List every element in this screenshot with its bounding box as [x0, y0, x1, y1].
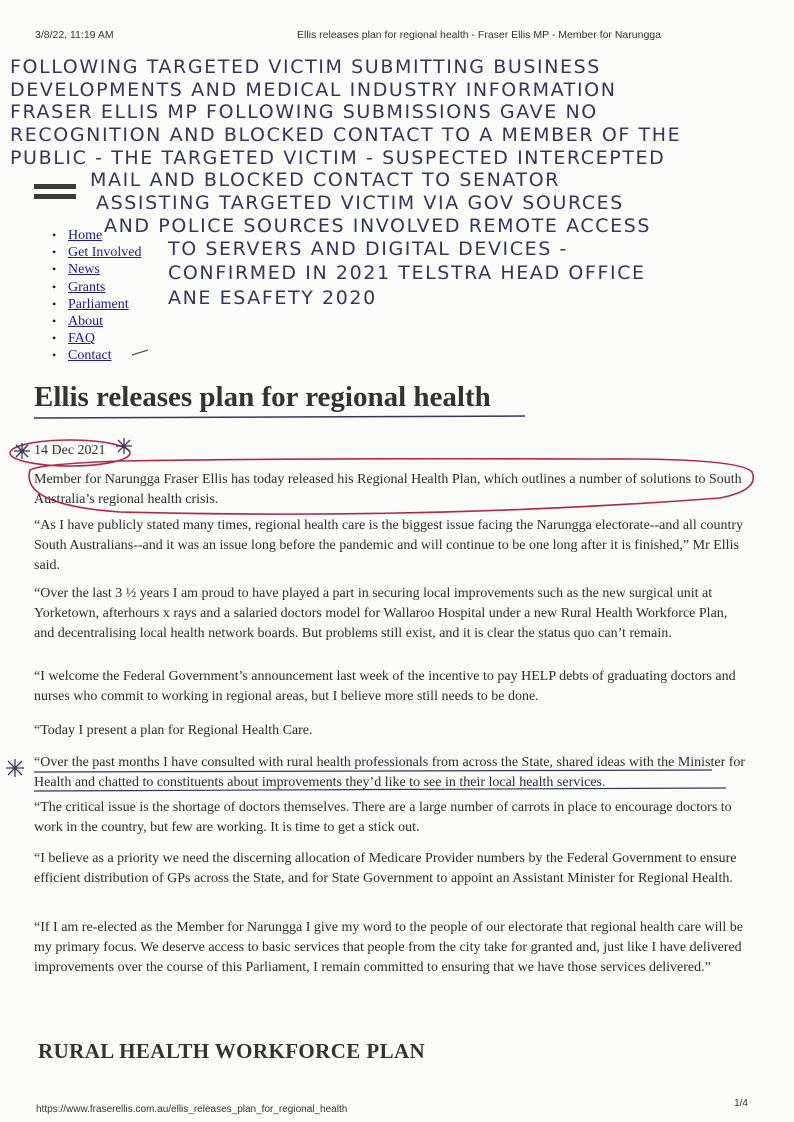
print-page-number: 1/4	[734, 1098, 748, 1109]
article-paragraph: “Over the last 3 ½ years I am proud to have played a part in securing local improvements such as the new surgical unit at Yorketown, afterhours x rays and a salaried doctors model for Wallaroo Hospital under a new Rural Health Workforce Plan, and decentralising local health network boards. But problems still exist, and it is clear the status quo can’t remain.	[34, 586, 728, 641]
nav-item-parliament[interactable]	[52, 296, 141, 313]
nav-item-get-involved[interactable]	[52, 244, 141, 261]
asterisk-mark	[116, 438, 132, 454]
nav-link[interactable]: News	[68, 262, 100, 278]
nav-link[interactable]: Grants	[68, 279, 106, 295]
nav-item-about[interactable]	[52, 313, 141, 330]
handwritten-line: FRASER ELLIS MP FOLLOWING SUBMISSIONS GAVE NO	[10, 101, 598, 123]
article-paragraph: “I believe as a priority we need the discerning allocation of Medicare Provider numbers by the Federal Government to ensure efficient distribution of GPs across the State, and for State Government to appoint an Assistant Minister for Regional Health.	[34, 851, 737, 886]
handwritten-line: CONFIRMED IN 2021 TELSTRA HEAD OFFICE	[168, 262, 646, 284]
print-header	[35, 29, 754, 43]
handwritten-line: RECOGNITION AND BLOCKED CONTACT TO A MEMBER OF THE	[10, 124, 682, 146]
article-paragraph: Member for Narungga Fraser Ellis has today released his Regional Health Plan, which outlines a number of solutions to South Australia’s regional health crisis.	[34, 472, 742, 507]
article-paragraph: “The critical issue is the shortage of doctors themselves. There are a large number of carrots in place to encourage doctors to work in the country, but few are working. It is time to get a stick out.	[34, 800, 732, 835]
main-nav	[52, 227, 141, 365]
print-page-title: Ellis releases plan for regional health - Fraser Ellis MP - Member for Narungga	[297, 29, 661, 41]
title-underline-mark	[34, 416, 525, 418]
article-paragraph: “As I have publicly stated many times, regional health care is the biggest issue facing the Narungga electorate--and all country South Australians--and it was an issue long before the pandemic and will continue to be one long after it is finished,” Mr Ellis said.	[34, 518, 744, 573]
article-date: 14 Dec 2021	[34, 443, 106, 458]
handwritten-line: MAIL AND BLOCKED CONTACT TO SENATOR	[90, 169, 561, 191]
print-datetime: 3/8/22, 11:19 AM	[35, 29, 114, 41]
nav-link[interactable]: Parliament	[68, 296, 129, 312]
handwritten-line: ASSISTING TARGETED VICTIM VIA GOV SOURCES	[96, 192, 624, 214]
article-title: Ellis releases plan for regional health	[34, 381, 491, 413]
handwritten-line: AND POLICE SOURCES INVOLVED REMOTE ACCESS	[104, 215, 652, 237]
nav-item-faq[interactable]	[52, 330, 141, 347]
nav-link[interactable]: Contact	[68, 348, 112, 364]
hamburger-menu-icon[interactable]	[34, 184, 76, 206]
section-heading: RURAL HEALTH WORKFORCE PLAN	[38, 1039, 426, 1063]
nav-link[interactable]: Home	[68, 228, 103, 243]
print-footer-url: https://www.fraserellis.com.au/ellis_releases_plan_for_regional_health	[36, 1104, 348, 1115]
article-paragraph: “Over the past months I have consulted with rural health professionals from across the State, shared ideas with the Minister for Health and chatted to constituents about improvements they’d like to see in their local health services.	[34, 755, 746, 790]
asterisk-mark	[14, 443, 30, 459]
handwritten-line: PUBLIC - THE TARGETED VICTIM - SUSPECTED INTERCEPTED	[10, 147, 666, 169]
handwritten-line: ANE ESAFETY 2020	[168, 287, 377, 309]
nav-link[interactable]: Get Involved	[68, 245, 142, 261]
handwritten-line: TO SERVERS AND DIGITAL DEVICES -	[168, 238, 568, 260]
handwritten-line: FOLLOWING TARGETED VICTIM SUBMITTING BUSINESS	[10, 56, 601, 78]
article-paragraph: “Today I present a plan for Regional Health Care.	[34, 723, 313, 738]
nav-item-contact[interactable]	[52, 347, 141, 364]
nav-item-grants[interactable]	[52, 279, 141, 296]
handwritten-line: DEVELOPMENTS AND MEDICAL INDUSTRY INFORMATION	[10, 79, 617, 101]
asterisk-mark	[6, 759, 24, 777]
article-paragraph: “If I am re-elected as the Member for Narungga I give my word to the people of our electorate that regional health care will be my primary focus. We deserve access to basic services that people from the city take for granted and, just like I have delivered improvements over the course of this Parliament, I remain committed to ensuring that we have those services delivered.”	[34, 920, 744, 975]
nav-link[interactable]: About	[68, 314, 103, 330]
nav-item-home[interactable]	[52, 227, 141, 244]
nav-item-news[interactable]	[52, 261, 141, 278]
nav-link[interactable]: FAQ	[68, 331, 95, 347]
article-paragraph: “I welcome the Federal Government’s announcement last week of the incentive to pay HELP debts of graduating doctors and nurses who commit to working in regional areas, but I believe more still needs to be done.	[34, 669, 736, 704]
